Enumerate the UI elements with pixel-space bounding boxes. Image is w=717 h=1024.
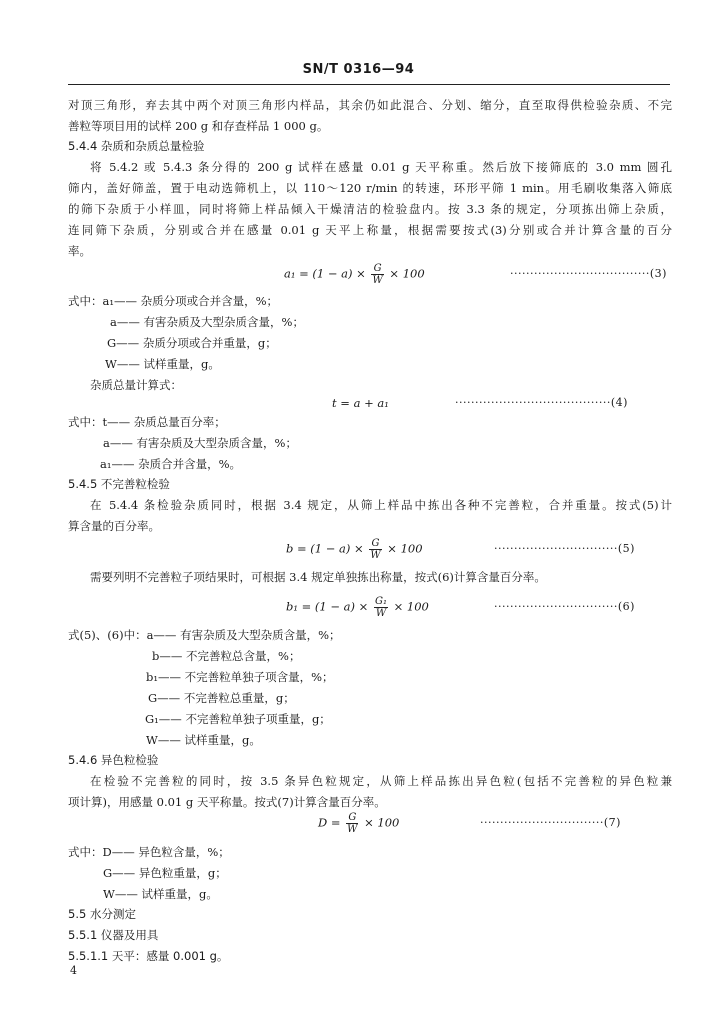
formula-6-number: ·······························(6) [494, 600, 635, 613]
definition-line: G₁—— 不完善粒单独子项重量，g； [145, 712, 331, 726]
paragraph-line: 对顶三角形，弃去其中两个对顶三角形内样品，其余仍如此混合、分划、缩分，直至取得供检验杂质、不完 [68, 98, 672, 112]
paragraph-line: 在 5.4.4 条检验杂质同时，根据 3.4 规定，从筛上样品中拣出各种不完善粒，合并重量。按式(5)计 [90, 498, 672, 512]
formula-5: b = (1 − a) × $\frac{G}{W}$ × 100 [286, 538, 423, 561]
definition-line: G—— 不完善粒总重量，g； [148, 691, 295, 705]
document-header-title: SN/T 0316—94 [302, 62, 415, 77]
formula-6: b₁ = (1 − a) × $\frac{\text{G₁}}{W}$ × 100 [286, 596, 429, 619]
formula-7-number: ·······························(7) [480, 816, 621, 829]
formula-3: a₁ = (1 − a) × $\frac{G}{W}$ × 100 [284, 263, 425, 286]
definition-line: 式中：t—— 杂质总量百分率； [68, 415, 226, 429]
paragraph-line: 在检验不完善粒的同时，按 3.5 条异色粒规定，从筛上样品拣出异色粒(包括不完善粒的异色粒兼 [90, 774, 672, 788]
paragraph-line: 率。 [68, 244, 91, 258]
paragraph-line: 项计算)，用感量 0.01 g 天平称量。按式(7)计算含量百分率。 [68, 795, 386, 809]
definition-line: a—— 有害杂质及大型杂质含量，%； [103, 436, 297, 450]
definition-line: b₁—— 不完善粒单独子项含量，%； [146, 670, 334, 684]
formula-5-number: ·······························(5) [494, 542, 635, 555]
paragraph-line: 筛内，盖好筛盖，置于电动选筛机上，以 110～120 r/min 的转速，环形平筛 1 min。用毛刷收集落入筛底 [68, 181, 672, 195]
paragraph-line: 将 5.4.2 或 5.4.3 条分得的 200 g 试样在感量 0.01 g 天平称重。然后放下接筛底的 3.0 mm 圆孔 [90, 160, 672, 174]
section-heading-5-5-1-1: 5.5.1.1 天平：感量 0.001 g。 [68, 949, 229, 963]
paragraph-line: 连同筛下杂质，分别或合并在感量 0.01 g 天平上称量，根据需要按式(3)分别或合并计算含量的百分 [68, 223, 672, 237]
definition-line: W—— 试样重量，g。 [105, 357, 220, 371]
paragraph-line: 的筛下杂质于小样皿，同时将筛上样品倾入干燥清洁的检验盘内。按 3.3 条的规定，分项拣出筛上杂质， [68, 202, 672, 216]
formula-3-number: ···································(3) [510, 267, 667, 280]
paragraph-line: 需要列明不完善粒子项结果时，可根据 3.4 规定单独拣出称量，按式(6)计算含量百分率。 [90, 570, 546, 584]
formula-4: t = a + a₁ [332, 396, 389, 410]
definition-line: b—— 不完善粒总含量，%； [152, 649, 301, 663]
definition-line: G—— 异色粒重量，g； [103, 866, 227, 880]
definition-line: a—— 有害杂质及大型杂质含量，%； [110, 315, 304, 329]
definition-line: W—— 试样重量，g。 [103, 887, 218, 901]
page-number: 4 [70, 964, 77, 977]
definition-line: G—— 杂质分项或合并重量，g； [107, 336, 277, 350]
section-heading-5-5-1: 5.5.1 仪器及用具 [68, 928, 159, 942]
section-heading-5-4-5: 5.4.5 不完善粒检验 [68, 477, 170, 491]
definition-line: 式(5)、(6)中：a—— 有害杂质及大型杂质含量，%； [68, 628, 341, 642]
paragraph-line: 善粒等项目用的试样 200 g 和存查样品 1 000 g。 [68, 119, 329, 133]
header-rule [68, 84, 670, 85]
definition-line: 式中：D—— 异色粒含量，%； [68, 845, 230, 859]
paragraph-line: 杂质总量计算式： [90, 378, 182, 392]
definition-line: W—— 试样重量，g。 [146, 733, 261, 747]
paragraph-line: 算含量的百分率。 [68, 519, 160, 533]
definition-line: 式中：a₁—— 杂质分项或合并含量，%； [68, 294, 279, 308]
formula-7: D = $\frac{G}{W}$ × 100 [318, 812, 400, 835]
section-heading-5-5: 5.5 水分测定 [68, 907, 136, 921]
formula-4-number: ·······································(4) [455, 396, 628, 409]
definition-line: a₁—— 杂质合并含量，%。 [100, 457, 242, 471]
section-heading-5-4-4: 5.4.4 杂质和杂质总量检验 [68, 139, 205, 153]
section-heading-5-4-6: 5.4.6 异色粒检验 [68, 753, 159, 767]
